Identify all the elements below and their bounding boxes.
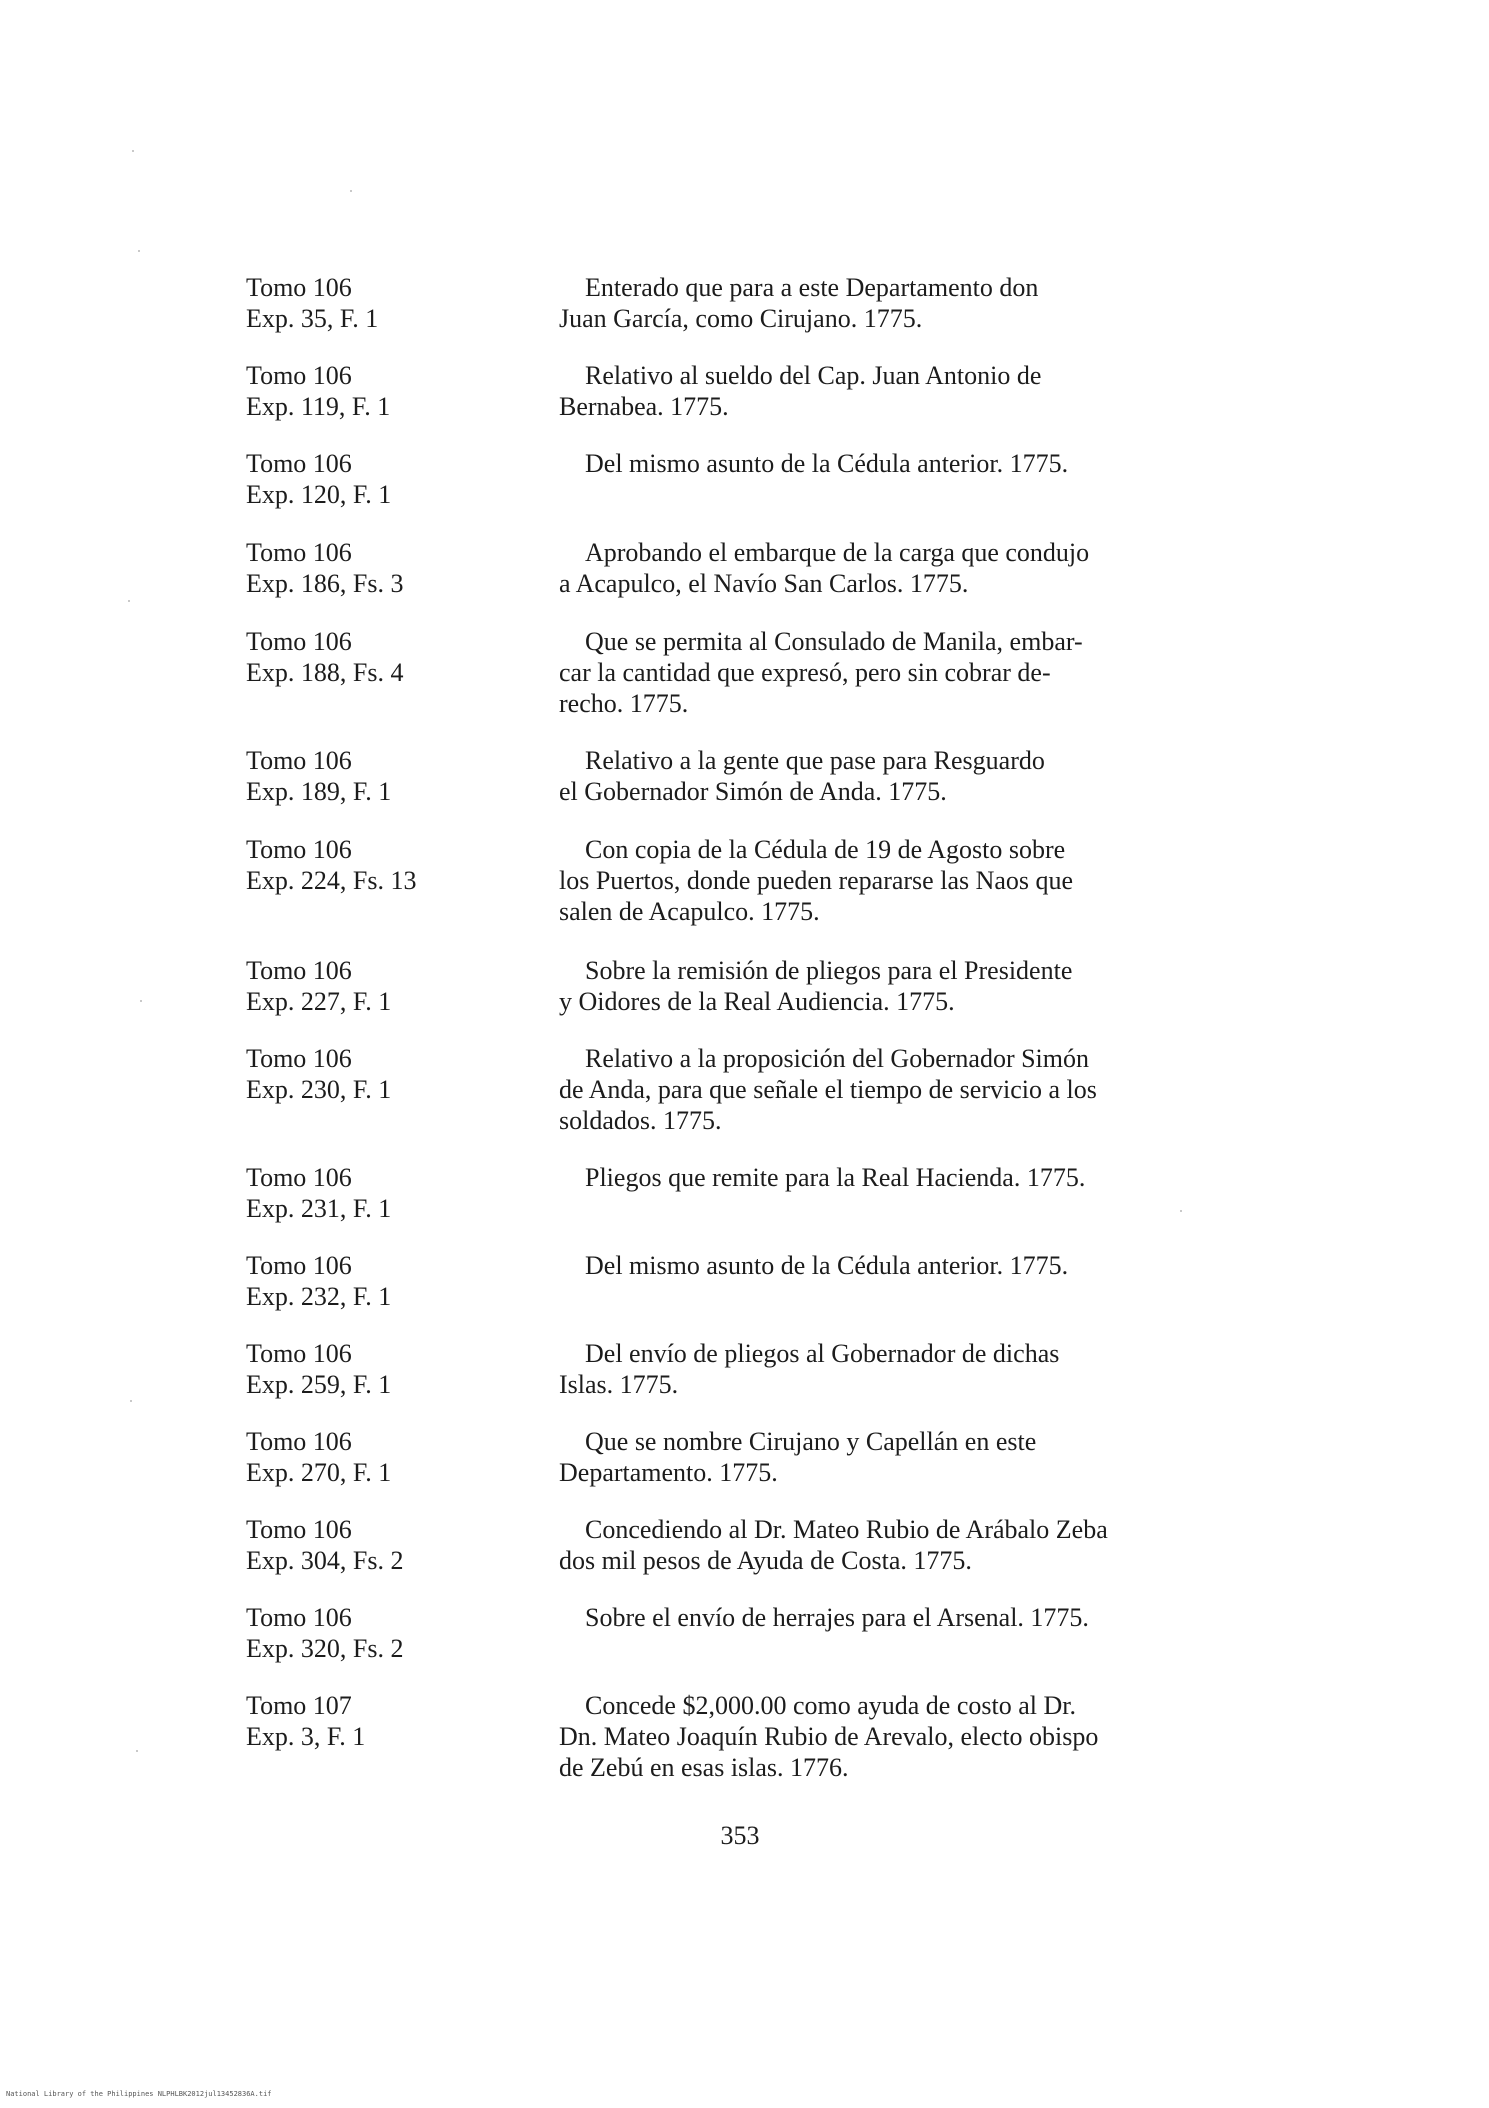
exp-label: Exp. 224, Fs. 13	[246, 866, 417, 895]
scan-speck	[132, 150, 134, 152]
description-line: Relativo al sueldo del Cap. Juan Antonio de	[585, 361, 1042, 390]
tomo-label: Tomo 106	[246, 1251, 352, 1280]
entry-reference	[246, 834, 506, 896]
exp-label: Exp. 320, Fs. 2	[246, 1634, 404, 1663]
tomo-label: Tomo 106	[246, 1339, 352, 1368]
tomo-label: Tomo 106	[246, 746, 352, 775]
entry-reference	[246, 537, 506, 599]
scan-speck	[350, 190, 352, 192]
exp-label: Exp. 230, F. 1	[246, 1075, 392, 1104]
description-line: Sobre la remisión de pliegos para el Presidente	[585, 956, 1073, 985]
scan-speck	[128, 600, 130, 602]
scan-speck	[130, 1400, 132, 1402]
tomo-label: Tomo 106	[246, 1163, 352, 1192]
entry-reference	[246, 745, 506, 807]
description-line: Departamento. 1775.	[559, 1458, 778, 1487]
description-line: Enterado que para a este Departamento don	[585, 273, 1039, 302]
entry-description	[559, 272, 1199, 334]
scan-speck	[140, 1000, 142, 1002]
entry-description	[559, 1043, 1199, 1136]
entry-reference	[246, 272, 506, 334]
entry-description	[559, 537, 1199, 599]
entry-reference	[246, 955, 506, 1017]
entry-description	[559, 1514, 1199, 1576]
entry-description	[559, 626, 1199, 719]
description-line: Del mismo asunto de la Cédula anterior. 1775.	[585, 449, 1069, 478]
description-line: dos mil pesos de Ayuda de Costa. 1775.	[559, 1546, 972, 1575]
tomo-label: Tomo 106	[246, 1603, 352, 1632]
entry-reference	[246, 626, 506, 688]
entry-description	[559, 448, 1199, 479]
description-line: a Acapulco, el Navío San Carlos. 1775.	[559, 569, 969, 598]
tomo-label: Tomo 106	[246, 627, 352, 656]
tomo-label: Tomo 106	[246, 1044, 352, 1073]
description-line: Que se permita al Consulado de Manila, embar-	[585, 627, 1083, 656]
description-line: Dn. Mateo Joaquín Rubio de Arevalo, electo obispo	[559, 1722, 1099, 1751]
description-line: soldados. 1775.	[559, 1106, 722, 1135]
tomo-label: Tomo 106	[246, 1427, 352, 1456]
entry-reference	[246, 360, 506, 422]
tomo-label: Tomo 106	[246, 449, 352, 478]
description-line: Del mismo asunto de la Cédula anterior. 1775.	[585, 1251, 1069, 1280]
tomo-label: Tomo 106	[246, 1515, 352, 1544]
description-line: Con copia de la Cédula de 19 de Agosto sobre	[585, 835, 1066, 864]
entry-description	[559, 1250, 1199, 1281]
entry-description	[559, 360, 1199, 422]
scan-footer: National Library of the Philippines NLPHLBK2012jul13452836A.tif	[6, 2090, 272, 2098]
tomo-label: Tomo 106	[246, 361, 352, 390]
exp-label: Exp. 232, F. 1	[246, 1282, 392, 1311]
exp-label: Exp. 231, F. 1	[246, 1194, 392, 1223]
entry-description	[559, 1690, 1199, 1783]
exp-label: Exp. 270, F. 1	[246, 1458, 392, 1487]
page-number: 353	[720, 1821, 760, 1850]
entry-description	[559, 1338, 1199, 1400]
entry-description	[559, 1602, 1199, 1633]
tomo-label: Tomo 107	[246, 1691, 352, 1720]
description-line: Que se nombre Cirujano y Capellán en este	[585, 1427, 1037, 1456]
tomo-label: Tomo 106	[246, 835, 352, 864]
scan-speck	[136, 1750, 138, 1752]
entry-description	[559, 1426, 1199, 1488]
description-line: Sobre el envío de herrajes para el Arsenal. 1775.	[585, 1603, 1089, 1632]
description-line: car la cantidad que expresó, pero sin cobrar de-	[559, 658, 1051, 687]
exp-label: Exp. 227, F. 1	[246, 987, 392, 1016]
entry-reference	[246, 1250, 506, 1312]
entry-reference	[246, 1690, 506, 1752]
tomo-label: Tomo 106	[246, 538, 352, 567]
entry-reference	[246, 1162, 506, 1224]
description-line: Relativo a la gente que pase para Resguardo	[585, 746, 1045, 775]
exp-label: Exp. 3, F. 1	[246, 1722, 366, 1751]
exp-label: Exp. 35, F. 1	[246, 304, 379, 333]
entry-reference	[246, 448, 506, 510]
exp-label: Exp. 259, F. 1	[246, 1370, 392, 1399]
entry-reference	[246, 1043, 506, 1105]
description-line: Islas. 1775.	[559, 1370, 679, 1399]
description-line: Aprobando el embarque de la carga que condujo	[585, 538, 1090, 567]
entry-reference	[246, 1602, 506, 1664]
description-line: el Gobernador Simón de Anda. 1775.	[559, 777, 947, 806]
entry-description	[559, 1162, 1199, 1193]
description-line: de Zebú en esas islas. 1776.	[559, 1753, 849, 1782]
description-line: Pliegos que remite para la Real Hacienda. 1775.	[585, 1163, 1086, 1192]
tomo-label: Tomo 106	[246, 273, 352, 302]
entry-reference	[246, 1514, 506, 1576]
description-line: Del envío de pliegos al Gobernador de dichas	[585, 1339, 1060, 1368]
exp-label: Exp. 119, F. 1	[246, 392, 391, 421]
description-line: Relativo a la proposición del Gobernador Simón	[585, 1044, 1090, 1073]
description-line: los Puertos, donde pueden repararse las Naos que	[559, 866, 1074, 895]
entry-description	[559, 834, 1199, 927]
description-line: Concede $2,000.00 como ayuda de costo al Dr.	[585, 1691, 1076, 1720]
exp-label: Exp. 120, F. 1	[246, 480, 392, 509]
description-line: Juan García, como Cirujano. 1775.	[559, 304, 923, 333]
entry-reference	[246, 1426, 506, 1488]
description-line: salen de Acapulco. 1775.	[559, 897, 820, 926]
exp-label: Exp. 304, Fs. 2	[246, 1546, 404, 1575]
description-line: recho. 1775.	[559, 689, 689, 718]
exp-label: Exp. 186, Fs. 3	[246, 569, 404, 598]
scan-speck	[138, 250, 140, 252]
description-line: de Anda, para que señale el tiempo de servicio a los	[559, 1075, 1097, 1104]
entry-description	[559, 745, 1199, 807]
exp-label: Exp. 188, Fs. 4	[246, 658, 404, 687]
scan-speck	[1180, 1210, 1182, 1212]
description-line: Concediendo al Dr. Mateo Rubio de Arábalo Zeba	[585, 1515, 1108, 1544]
description-line: Bernabea. 1775.	[559, 392, 729, 421]
entry-description	[559, 955, 1199, 1017]
description-line: y Oidores de la Real Audiencia. 1775.	[559, 987, 955, 1016]
tomo-label: Tomo 106	[246, 956, 352, 985]
exp-label: Exp. 189, F. 1	[246, 777, 392, 806]
entry-reference	[246, 1338, 506, 1400]
